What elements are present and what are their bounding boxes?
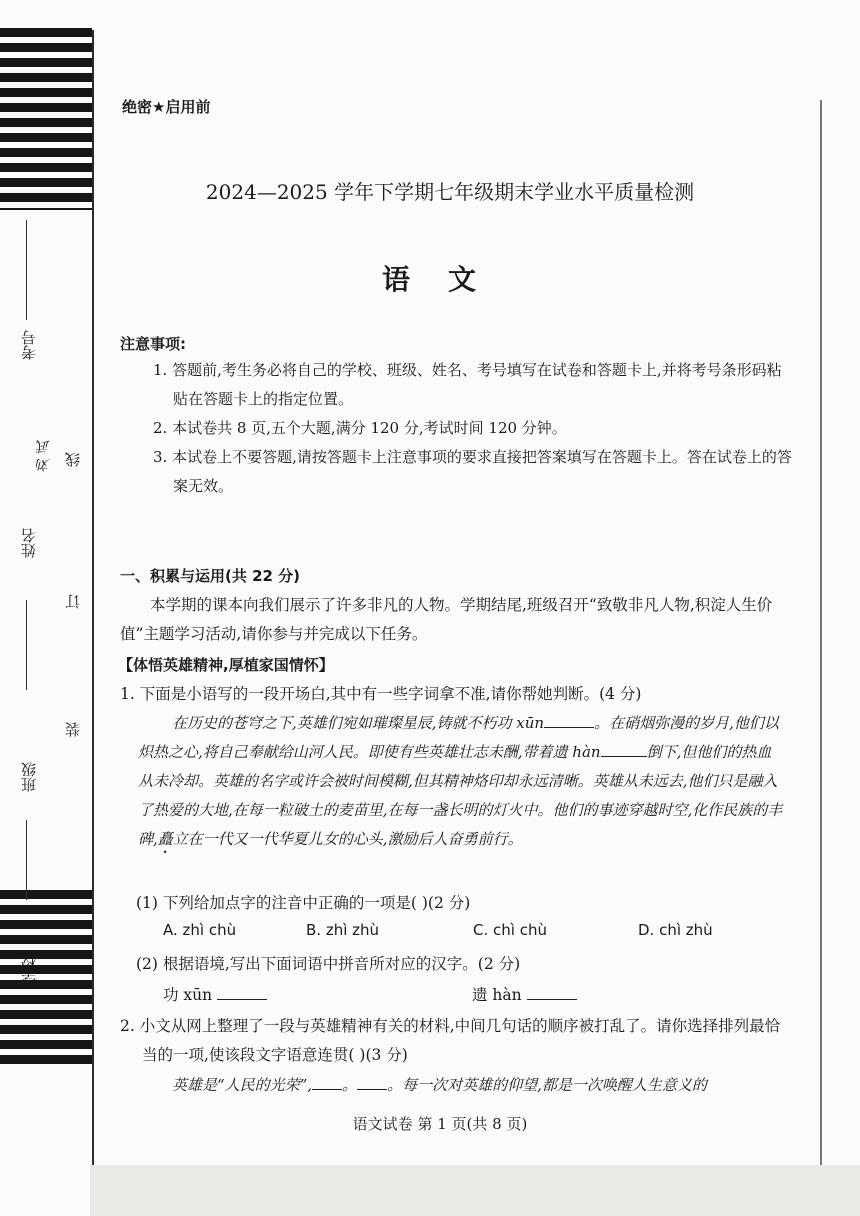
question-1-sub2: (2) 根据语境,写出下面词语中拼音所对应的汉字。(2 分) <box>136 955 521 973</box>
question-1-sub1: (1) 下列给加点字的注音中正确的一项是( )(2 分) <box>136 894 471 912</box>
blank-han <box>601 742 647 757</box>
fill-2-label: 遗 hàn <box>472 986 522 1004</box>
question-1-passage <box>138 709 786 857</box>
section-1-heading: 一、积累与运用(共 22 分) <box>120 567 301 585</box>
notice-item-2 <box>153 414 793 443</box>
fill-1 <box>163 981 303 1010</box>
notice-item-1 <box>153 356 793 414</box>
name-blank <box>26 600 27 690</box>
confidential-mark: 绝密★启用前 <box>122 98 211 116</box>
exam-title: 2024—2025 学年下学期七年级期末学业水平质量检测 <box>205 180 695 204</box>
question-2-stem-text: 2. 小文从网上整理了一段与英雄精神有关的材料,中间几句话的顺序被打乱了。请你选择排列最恰当的一项,使该段文字语意连贯( )(3 分) <box>120 1017 781 1064</box>
passage-part-b: 。在硝烟弥漫的岁月,他们以炽热之心,将自己奉献给山河人民。即使有些英雄壮志未酬,带着遗 hàn <box>138 714 779 761</box>
question-1-stem: 1. 下面是小语写的一段开场白,其中有一些字词拿不准,请你帮她判断。(4 分) <box>120 685 642 703</box>
q2-blank-1 <box>312 1075 342 1090</box>
binding-mark-line: 线 <box>64 452 82 467</box>
binding-mark-zhuang: 装 <box>64 722 82 737</box>
option-c: C. chì chù <box>473 921 547 939</box>
q2-part-b: 。 <box>342 1076 358 1094</box>
q2-part-c: 。每一次对英雄的仰望,都是一次唤醒人生意义的 <box>387 1076 707 1094</box>
passage-part-c: 倒下,但他们的热血从未冷却。英雄的名字或许会被时间模糊,但其精神烙印却永远清晰。英雄从未远去,他们只是融入了热爱的大地,在每一粒破土的麦苗里,在每一盏长明的灯火中。他们的事迹穿越时空,化作民族的丰碑, <box>138 743 783 848</box>
fill-2-blank <box>527 985 577 1000</box>
notice-item-3-text: 3. 本试卷上不要答题,请按答题卡上注意事项的要求直接把答案填写在答题卡上。答在试卷上的答案无效。 <box>153 448 792 495</box>
name-handwritten: 刘 武 <box>36 440 52 473</box>
passage-part-d: 立在一代又一代华夏儿女的心头,激励后人奋勇前行。 <box>172 830 523 848</box>
notice-item-1-text: 1. 答题前,考生务必将自己的学校、班级、姓名、考号填写在试卷和答题卡上,并将考号条形码粘贴在答题卡上的指定位置。 <box>153 361 782 408</box>
notice-heading: 注意事项: <box>120 335 186 353</box>
option-d: D. chì zhù <box>638 921 713 939</box>
exam-no-label: 考号 <box>20 330 38 360</box>
section-1-intro: 本学期的课本向我们展示了许多非凡的人物。学期结尾,班级召开“致敬非凡人物,积淀人生价值”主题学习活动,请你参与并完成以下任务。 <box>120 596 773 643</box>
class-blank <box>26 820 27 900</box>
question-2-passage <box>138 1071 786 1100</box>
blank-xun <box>544 713 594 728</box>
notice-item-3 <box>153 443 793 501</box>
option-b: B. zhì zhù <box>306 921 380 939</box>
task-heading: 【体悟英雄精神,厚植家国情怀】 <box>118 656 334 674</box>
binding-stripes-bottom <box>0 890 92 1065</box>
fill-1-blank <box>217 985 267 1000</box>
fill-1-label: 功 xūn <box>163 986 213 1004</box>
q2-blank-2 <box>357 1075 387 1090</box>
q2-part-a: 英雄是“人民的光荣”, <box>172 1076 313 1094</box>
passage-part-a: 在历史的苍穹之下,英雄们宛如璀璨星辰,铸就不朽功 xūn <box>172 714 545 732</box>
dotted-char: 矗 <box>157 830 173 848</box>
option-a: A. zhì chù <box>163 921 237 939</box>
notice-item-2-text: 2. 本试卷共 8 页,五个大题,满分 120 分,考试时间 120 分钟。 <box>153 419 567 437</box>
subject-title: 语文 <box>381 263 514 296</box>
question-2-stem <box>120 1012 792 1070</box>
class-label: 班级 <box>20 762 38 792</box>
page-footer: 语文试卷 第 1 页(共 8 页) <box>352 1115 528 1133</box>
page-bottom-shadow <box>90 1165 860 1216</box>
fill-2 <box>472 981 612 1010</box>
school-label: 学校 <box>20 955 38 985</box>
binding-mark-ding: 订 <box>64 594 82 609</box>
name-label: 姓名 <box>20 528 38 558</box>
